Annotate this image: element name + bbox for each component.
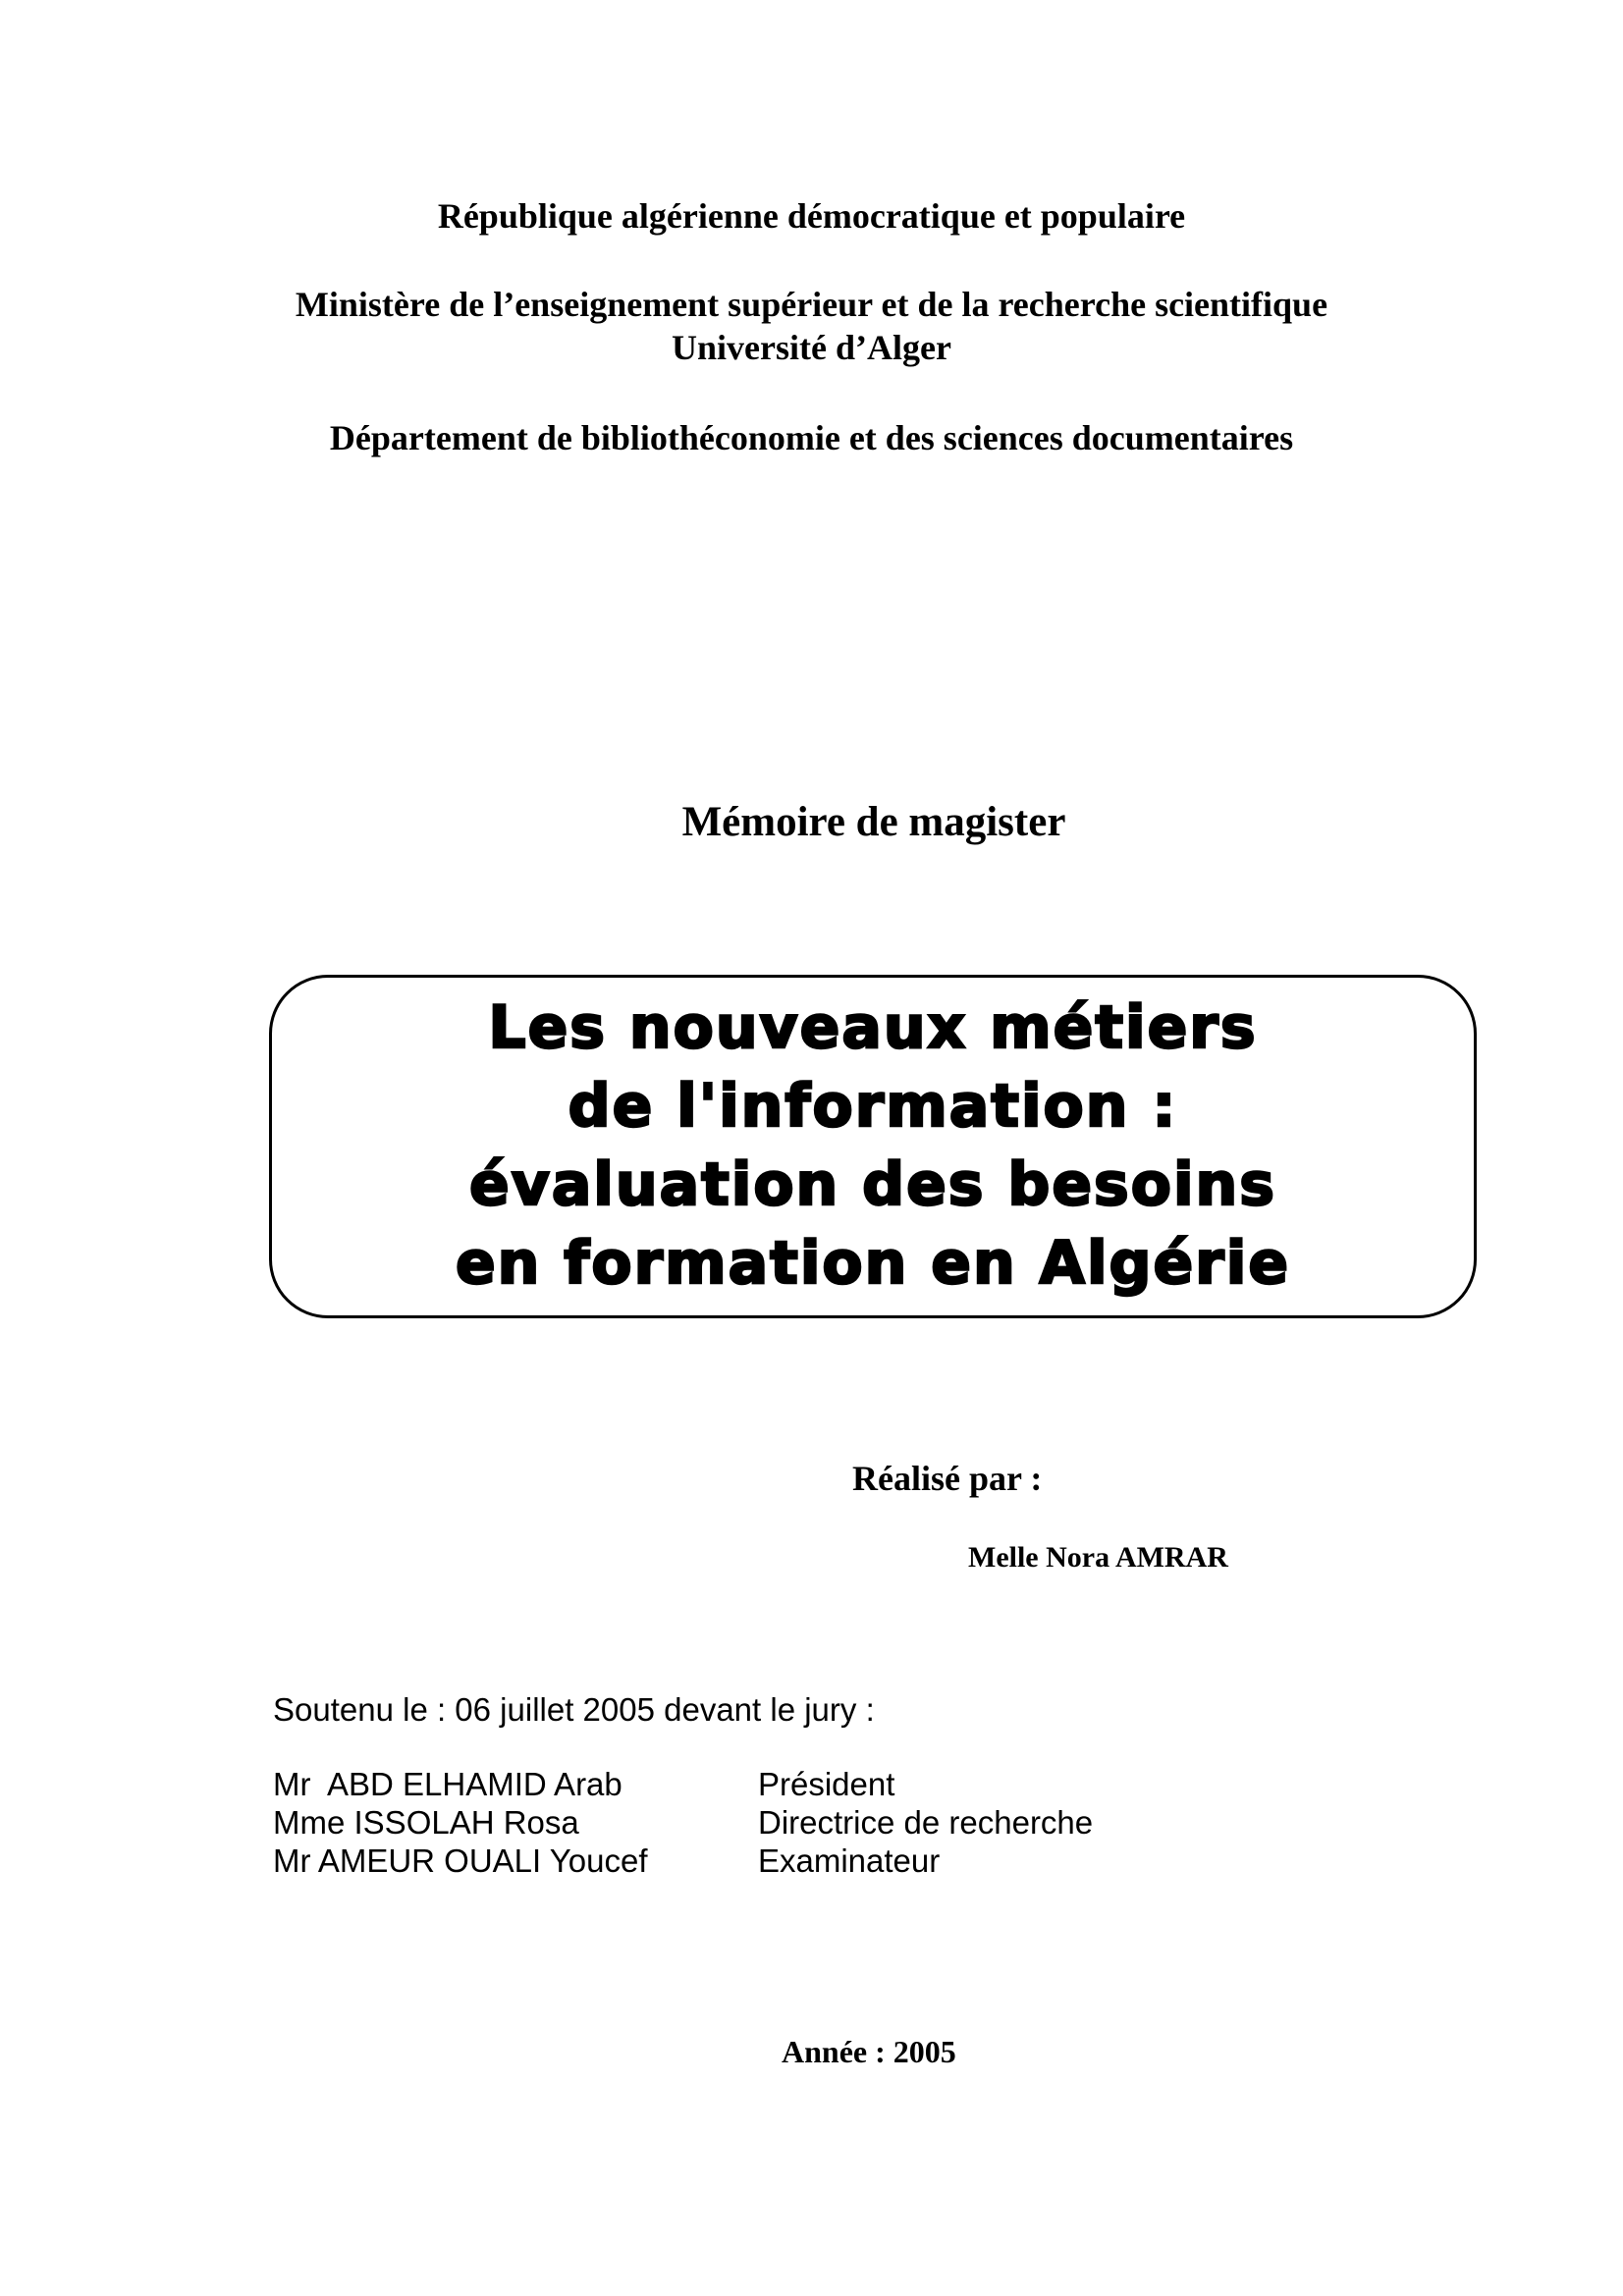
jury-member-role: Directrice de recherche [758, 1804, 1094, 1841]
title-line: de l'information : [568, 1072, 1178, 1141]
title-line: évaluation des besoins [469, 1150, 1276, 1219]
jury-row [273, 1842, 1353, 1881]
defense-statement: Soutenu le : 06 juillet 2005 devant le jury : [273, 1691, 875, 1728]
institution-line-ministry: Ministère de l’enseignement supérieur et de la recherche scientifique [295, 285, 1328, 324]
jury-member-name: Mr AMEUR OUALI Youcef [273, 1842, 648, 1879]
jury-member-role: Examinateur [758, 1842, 941, 1879]
author-name: Melle Nora AMRAR [968, 1541, 1228, 1574]
jury-row [273, 1803, 1353, 1842]
title-line: Les nouveaux métiers [488, 993, 1258, 1062]
jury-member-role: Président [758, 1766, 895, 1802]
year: Année : 2005 [782, 2034, 956, 2069]
title-line: en formation en Algérie [455, 1229, 1291, 1298]
author-label: Réalisé par : [852, 1459, 1043, 1498]
jury-member-name: Mr ABD ELHAMID Arab [273, 1766, 622, 1802]
institution-line-department: Département de bibliothéconomie et des sciences documentaires [329, 418, 1294, 457]
jury-row [273, 1765, 1353, 1804]
institution-line-republic: République algérienne démocratique et populaire [437, 196, 1186, 236]
document-type: Mémoire de magister [681, 799, 1066, 845]
institution-line-university: Université d’Alger [672, 328, 951, 367]
jury-member-name: Mme ISSOLAH Rosa [273, 1804, 579, 1841]
title-box [269, 975, 1477, 1318]
